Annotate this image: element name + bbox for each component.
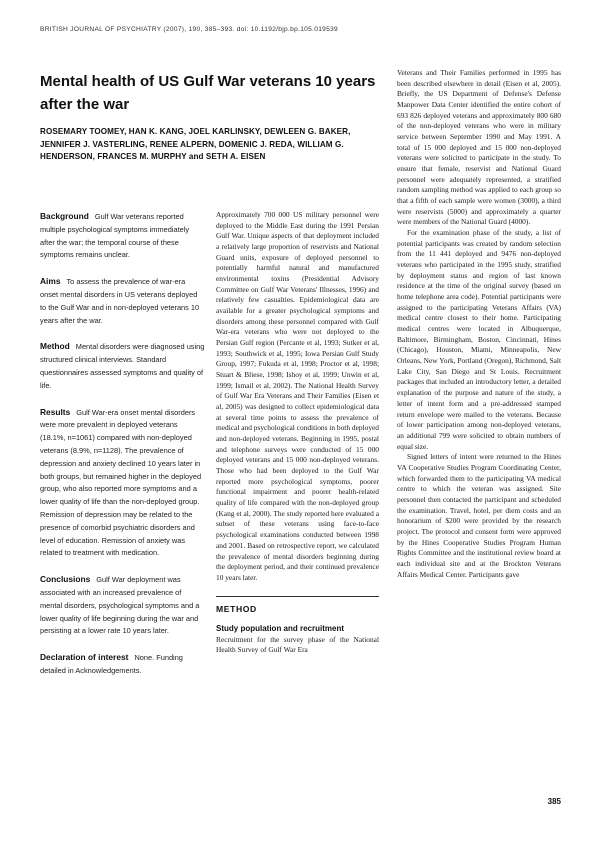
abstract-conclusions [40, 573, 205, 638]
abstract-heading: Aims [40, 276, 61, 287]
abstract-heading: Background [40, 211, 89, 221]
body-column-right [397, 68, 561, 580]
abstract-text: Mental disorders were diagnosed using structured clinical interviews. Standard questionnaires assessed symptoms and quality of life. [40, 342, 205, 390]
section-heading: METHOD [216, 603, 257, 614]
cohort-paragraph: Veterans and Their Families performed in 1995 has been described elsewhere in detail (Eisen et al, 2005). Briefly, the US Department of Defense's Defense Manpower Data Center identified the entire cohort of 693 826 deployed veterans and approximately 800 680 of the non-deployed veterans who were in military service between September 1990 and May 1991. A total of 15 000 deployed and 15 000 non-deployed veterans were solicited to participate in the study. To ensure that female, reservist and National Guard personnel were adequately represented, a stratified random sampling method was applied to each group so that a fifth of each sample were women (3000), a third were reservists (5000) and approximately a quarter were members of the National Guard (4000). [397, 68, 561, 227]
abstract [40, 210, 205, 691]
consent-paragraph: Signed letters of intent were returned to the Hines VA Cooperative Studies Program Coordinating Center, which forwarded them to the participating VA medical centre to which the veteran was assigned. Site personnel then contacted the participant and scheduled the examination. Travel, hotel, per diem costs and an honorarium of $200 were provided by the research project. The protocol and consent form were approved by the Hines Cooperative Studies Program Human Rights Committee and the institutional review board at each individual site and at the Brockton Veterans Affairs Medical Center. Participants gave [397, 452, 561, 579]
abstract-text: To assess the prevalence of war-era onset mental disorders in US veterans deployed to the Gulf War and in non-deployed veterans 10 years after the war. [40, 277, 200, 325]
abstract-results [40, 406, 205, 561]
author-list: ROSEMARY TOOMEY, HAN K. KANG, JOEL KARLINSKY, DEWLEEN G. BAKER, JENNIFER J. VASTERLING, RENEE ALPERN, DOMENIC J. REDA, WILLIAM G. HENDERSON, FRANCES M. MURPHY and SETH A. EISEN [40, 127, 351, 162]
recruitment-paragraph: Recruitment for the survey phase of the National Health Survey of Gulf War Era [216, 634, 379, 655]
section-divider [216, 596, 379, 597]
abstract-background [40, 210, 205, 262]
abstract-text: None. Funding detailed in Acknowledgements. [40, 653, 183, 675]
intro-paragraph: Approximately 700 000 US military personnel were deployed to the Middle East during the 1991 Persian Gulf War. Unique aspects of that deployment included a relatively large proportion of reservists and National Guard units, exposure of deployed personnel to potentially harmful natural and manufactured environmental toxins (Presidential Advisory Committee on Gulf War Veterans' Illnesses, 1996) and relatively few casualties. Epidemiological data are available for a greater psychological symptoms and disorders among these personnel compared with Gulf War-era veterans who were not deployed to the Persian Gulf region (Percante et al, 1993; Sutker et al, 1993; Southwick et al, 1995; Iowa Persian Gulf Study Group, 1997; Fukuda et al, 1998; Proctor et al, 1998; Stuart & Bliese, 1998; Ishoy et al, 1999; Unwin et al, 1999; Ismail et al, 2002). The National Health Survey of Gulf War Era Veterans and Their Families (Eisen et al, 2005) was designed to collect epidemiological data at several time points to assess the prevalence of medical and psychological conditions in both deployed and non-deployed veterans. Beginning in 1995, postal and telephone surveys were conducted of 15 000 deployed veterans and 15 000 non-deployed veterans. Those who had been deployed to the Gulf War reported more psychological symptoms, poorer functional impairment and poorer health-related quality of life compared with the non-deployed group (Kang et al, 2000). The study reported here evaluated a subset of these veterans using face-to-face psychological examinations conducted between 1998 and 2001. Based on retrospective report, we calculated the prevalence of mental disorders beginning during the deployment period, and their continued prevalence 10 years later. [216, 210, 380, 582]
body-column-middle [216, 210, 379, 656]
abstract-heading: Results [40, 406, 71, 417]
abstract-text: Gulf War-era onset mental disorders were more prevalent in deployed veterans (18.1%, n=1061) compared with non-deployed veterans (8.9%, n=1128). The prevalence of depression and anxiety declined 10 years later in both groups, but remained higher in the deployed group, who also reported more symptoms and a lower quality of life than the non-deployed group. Remission of depression may be related to the presence of comorbid psychiatric disorders and level of education. Remission of anxiety was related to treatment with medication. [40, 407, 202, 558]
abstract-aims [40, 275, 205, 327]
abstract-heading: Conclusions [40, 574, 91, 585]
abstract-text: Gulf War veterans reported multiple psychological symptoms immediately after the war; the temporal course of these symptoms remains unclear. [40, 212, 190, 260]
examination-paragraph: For the examination phase of the study, a list of potential participants was created by random selection from the 11 441 deployed and 9476 non-deployed veterans who participated in the 1995 study, stratified by deployment status and region of last known residence at the time of the original survey (based on home telephone area code). Potential participants were assigned to the participating Veterans Affairs (VA) medical centre closest to their home. Participating medical centres were located in Albuquerque, Baltimore, Birmingham, Boston, Cincinnati, Hines (Chicago), Houston, Miami, Minneapolis, New Orleans, New York, Portland (Oregon), Richmond, Salt Lake City, San Diego and St Louis. Recruitment packages that included an introductory letter, a detailed explanation of the purpose and nature of the study, a letter of intent form and a pre-addressed stamped return envelope were mailed to the veterans. Because of lower participation among non-deployed veterans, an additional 799 were solicited to obtain numbers of equal size. [397, 228, 562, 451]
page-number: 385 [547, 797, 561, 806]
abstract-text: Gulf War deployment was associated with an increased prevalence of mental disorders, psychological symptoms and a lower quality of life beginning during the war and persisting at a lower rate 10 years later. [40, 575, 200, 636]
running-head: BRITISH JOURNAL OF PSYCHIATRY (2007), 190, 385–393. doi: 10.1192/bjp.bp.105.019539 [40, 26, 339, 33]
abstract-declaration [40, 651, 205, 678]
abstract-method [40, 340, 205, 392]
abstract-heading: Method [40, 341, 70, 352]
abstract-heading: Declaration of interest [40, 652, 129, 663]
subsection-heading: Study population and recruitment [216, 623, 345, 633]
article-title: Mental health of US Gulf War veterans 10 years after the war [40, 73, 376, 113]
